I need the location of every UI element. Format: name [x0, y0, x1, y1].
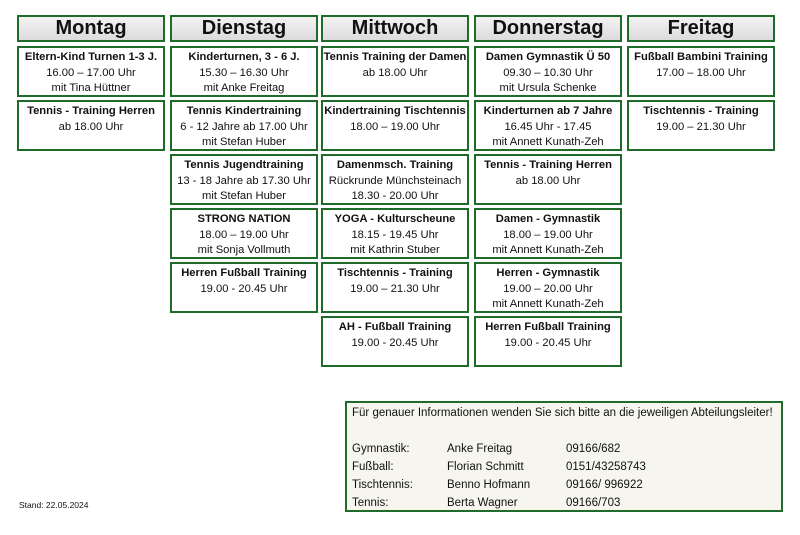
contact-department: Gymnastik: — [352, 443, 410, 455]
entry-title: AH - Fußball Training — [338, 321, 452, 333]
day-column-dienstag — [170, 15, 318, 313]
contact-phone: 0151/43258743 — [566, 461, 646, 473]
schedule-entry — [474, 100, 622, 151]
entry-detail: 16.00 – 17.00 Uhr — [46, 66, 136, 79]
entry-title: Tischtennis - Training — [643, 105, 759, 117]
entry-detail: 18.00 – 19.00 Uhr — [503, 228, 593, 241]
schedule-entry — [321, 46, 469, 97]
contact-phone: 09166/ 996922 — [566, 479, 643, 491]
contact-department: Tennis: — [352, 497, 389, 509]
day-column-montag — [17, 15, 165, 151]
contact-name: Florian Schmitt — [447, 461, 524, 473]
entry-detail: 19.00 - 20.45 Uhr — [200, 282, 288, 295]
contact-phone: 09166/682 — [566, 443, 621, 455]
entry-detail: mit Anke Freitag — [203, 82, 285, 94]
schedule-entry — [474, 46, 622, 97]
contact-info-box — [345, 401, 783, 512]
schedule-entry — [474, 316, 622, 367]
schedule-entry — [321, 208, 469, 259]
schedule-entry — [17, 46, 165, 97]
entry-title: Kinderturnen, 3 - 6 J. — [188, 51, 300, 63]
day-column-mittwoch — [321, 15, 469, 367]
entry-title: Tennis Training der Damen — [323, 51, 467, 63]
entry-detail: mit Annett Kunath-Zeh — [492, 244, 604, 256]
contact-row — [352, 476, 776, 494]
entry-detail: 19.00 - 20.45 Uhr — [504, 336, 592, 349]
entry-detail: mit Tina Hüttner — [51, 82, 131, 94]
schedule-entry — [17, 100, 165, 151]
entry-title: Damen Gymnastik Ü 50 — [485, 51, 611, 63]
day-header: Donnerstag — [474, 15, 622, 42]
entry-detail: mit Sonja Vollmuth — [197, 244, 291, 256]
entry-detail: 17.00 – 18.00 Uhr — [656, 66, 746, 79]
day-column-freitag — [627, 15, 775, 151]
stand-date: Stand: 22.05.2024 — [19, 500, 89, 510]
entry-detail: 19.00 – 21.30 Uhr — [350, 282, 440, 295]
entry-detail: ab 18.00 Uhr — [362, 66, 428, 79]
schedule-entry — [170, 262, 318, 313]
entry-title: Tennis Jugendtraining — [184, 159, 304, 171]
entry-detail: mit Kathrin Stuber — [350, 244, 440, 256]
entry-title: YOGA - Kulturscheune — [334, 213, 456, 225]
entry-detail: mit Stefan Huber — [202, 190, 286, 202]
entry-detail: 6 - 12 Jahre ab 17.00 Uhr — [180, 120, 308, 133]
schedule-entry — [170, 100, 318, 151]
day-header: Mittwoch — [321, 15, 469, 42]
entry-detail: mit Annett Kunath-Zeh — [492, 298, 604, 310]
day-header: Dienstag — [170, 15, 318, 42]
entry-detail: 19.00 – 20.00 Uhr — [503, 282, 593, 295]
schedule-entry — [170, 46, 318, 97]
schedule-entry — [627, 46, 775, 97]
schedule-entry — [321, 262, 469, 313]
entry-detail: 18.30 - 20.00 Uhr — [351, 190, 439, 202]
entry-title: Tennis - Training Herren — [484, 159, 612, 171]
entry-title: Damen - Gymnastik — [495, 213, 601, 225]
contact-row — [352, 458, 776, 476]
entry-title: STRONG NATION — [197, 213, 291, 225]
entry-title: Eltern-Kind Turnen 1-3 J. — [24, 51, 158, 63]
contact-row — [352, 440, 776, 458]
contact-list — [352, 440, 776, 512]
entry-title: Kindertraining Tischtennis — [324, 105, 466, 117]
contact-department: Fußball: — [352, 461, 394, 473]
entry-detail: 18.00 – 19.00 Uhr — [350, 120, 440, 133]
schedule-entry — [474, 208, 622, 259]
contact-row — [352, 494, 776, 512]
entry-detail: 19.00 – 21.30 Uhr — [656, 120, 746, 133]
entry-detail: 18.15 - 19.45 Uhr — [351, 228, 439, 241]
schedule-entry — [474, 262, 622, 313]
info-note: Für genauer Informationen wenden Sie sich bitte an die jeweiligen Abteilungsleiter! — [352, 407, 773, 419]
entry-title: Kinderturnen ab 7 Jahre — [483, 105, 613, 117]
schedule-entry — [321, 154, 469, 205]
entry-title: Herren Fußball Training — [181, 267, 307, 279]
entry-detail: 13 - 18 Jahre ab 17.30 Uhr — [177, 174, 311, 187]
day-header: Montag — [17, 15, 165, 42]
entry-detail: mit Stefan Huber — [202, 136, 286, 148]
entry-detail: Rückrunde Münchsteinach — [328, 174, 462, 187]
schedule-entry — [170, 154, 318, 205]
schedule-entry — [321, 100, 469, 151]
entry-detail: 09.30 – 10.30 Uhr — [503, 66, 593, 79]
entry-detail: mit Annett Kunath-Zeh — [492, 136, 604, 148]
entry-title: Tennis Kindertraining — [186, 105, 302, 117]
schedule-entry — [627, 100, 775, 151]
entry-detail: 19.00 - 20.45 Uhr — [351, 336, 439, 349]
schedule-entry — [321, 316, 469, 367]
entry-detail: mit Ursula Schenke — [499, 82, 597, 94]
contact-phone: 09166/703 — [566, 497, 621, 509]
day-header: Freitag — [627, 15, 775, 42]
entry-title: Tennis - Training Herren — [27, 105, 155, 117]
entry-title: Herren - Gymnastik — [496, 267, 600, 279]
entry-detail: ab 18.00 Uhr — [515, 174, 581, 187]
entry-detail: 16.45 Uhr - 17.45 — [504, 120, 592, 133]
day-column-donnerstag — [474, 15, 622, 367]
contact-name: Benno Hofmann — [447, 479, 531, 491]
entry-detail: ab 18.00 Uhr — [58, 120, 124, 133]
entry-detail: 15.30 – 16.30 Uhr — [199, 66, 289, 79]
entry-title: Damenmsch. Training — [336, 159, 454, 171]
entry-title: Fußball Bambini Training — [634, 51, 768, 63]
contact-name: Anke Freitag — [447, 443, 513, 455]
contact-name: Berta Wagner — [447, 497, 518, 509]
entry-title: Tischtennis - Training — [337, 267, 453, 279]
schedule-entry — [474, 154, 622, 205]
entry-detail: 18.00 – 19.00 Uhr — [199, 228, 289, 241]
contact-department: Tischtennis: — [352, 479, 413, 491]
schedule-entry — [170, 208, 318, 259]
entry-title: Herren Fußball Training — [485, 321, 611, 333]
